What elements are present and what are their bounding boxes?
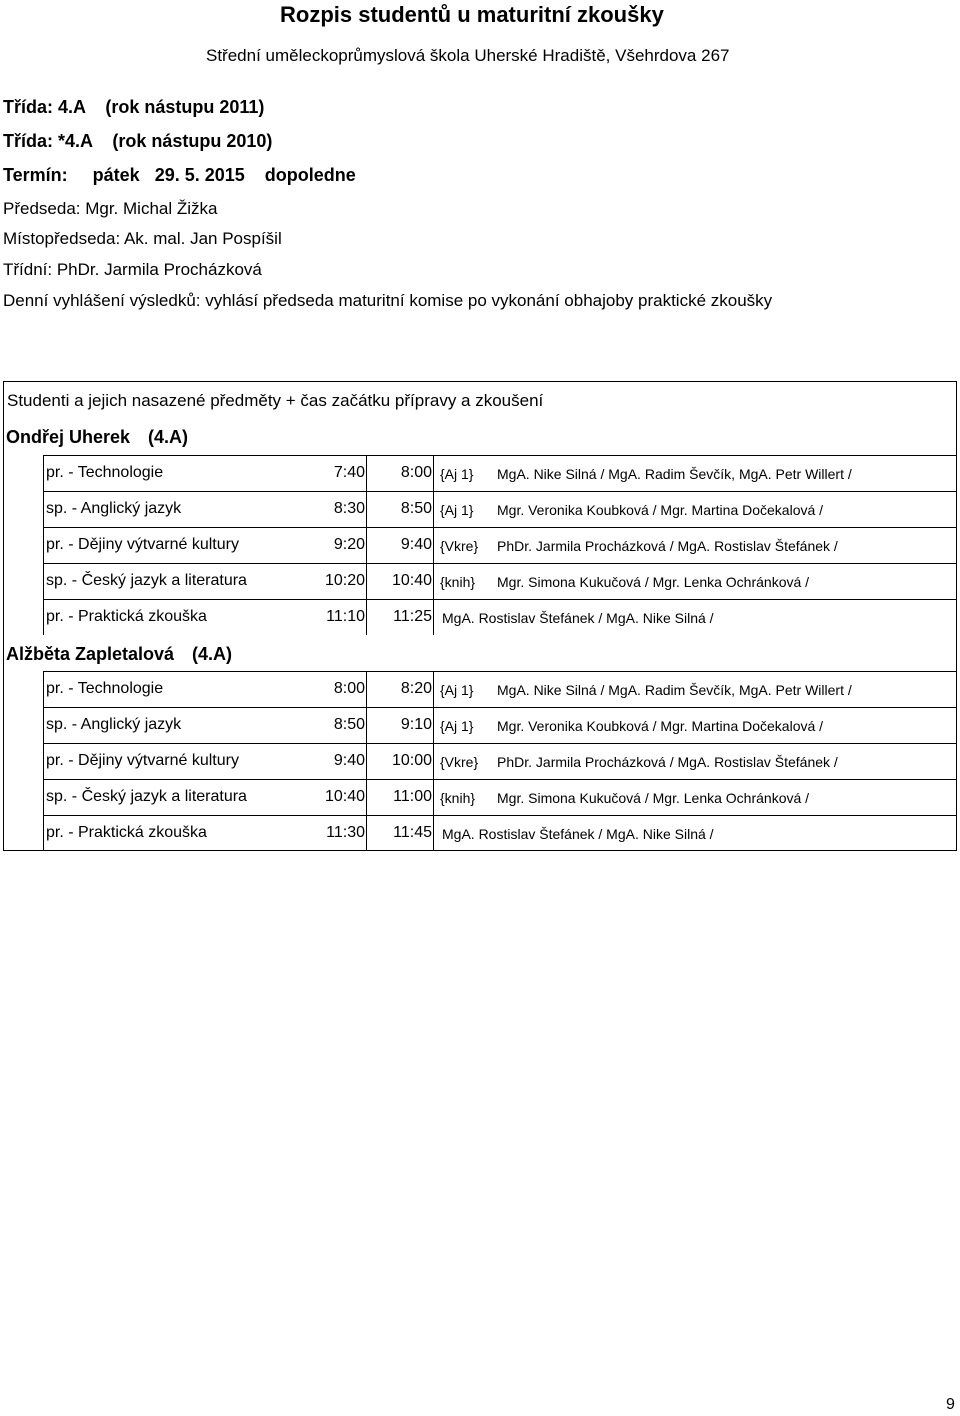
exam-row <box>43 779 957 815</box>
exam-time: 10:40 <box>391 572 432 589</box>
exam-time: 8:50 <box>400 500 432 517</box>
student-name-text: Ondřej Uherek <box>6 427 131 447</box>
prep-time: 11:30 <box>326 824 365 841</box>
exam-teachers: PhDr. Jarmila Procházková / MgA. Rostislav Štefánek / <box>497 538 838 554</box>
student-name-text: Alžběta Zapletalová <box>6 644 175 664</box>
exam-row <box>43 671 957 707</box>
exam-teachers: MgA. Nike Silná / MgA. Radim Ševčík, MgA. Petr Willert / <box>497 466 852 482</box>
student-class: (4.A) <box>148 427 189 447</box>
exam-time: 11:45 <box>393 824 432 841</box>
exam-teachers: MgA. Rostislav Štefánek / MgA. Nike Silná / <box>442 610 714 626</box>
exam-time: 9:40 <box>400 536 432 553</box>
exam-subject: sp. - Český jazyk a literatura <box>46 572 247 589</box>
exam-room: {knih} <box>440 574 476 590</box>
exam-room: {Aj 1} <box>440 718 474 734</box>
exam-teachers: MgA. Rostislav Štefánek / MgA. Nike Silná / <box>442 826 714 842</box>
class-line-2: Třída: *4.A (rok nástupu 2010) <box>3 131 273 151</box>
document-title: Rozpis studentů u maturitní zkoušky <box>280 2 664 27</box>
prep-time: 9:40 <box>333 752 365 769</box>
exam-room: {Aj 1} <box>440 466 474 482</box>
exam-subject: sp. - Český jazyk a literatura <box>46 788 247 805</box>
student-name <box>6 644 306 665</box>
exam-room: {Vkre} <box>440 754 479 770</box>
exam-teachers: PhDr. Jarmila Procházková / MgA. Rostislav Štefánek / <box>497 754 838 770</box>
prep-time: 9:20 <box>333 536 365 553</box>
exam-row <box>43 491 957 527</box>
prep-time: 8:50 <box>333 716 365 733</box>
school-subtitle: Střední uměleckoprůmyslová škola Uherské Hradiště, Všehrdova 267 <box>206 46 730 65</box>
page-number: 9 <box>946 1396 955 1413</box>
exam-room: {Aj 1} <box>440 682 474 698</box>
exam-time: 10:00 <box>391 752 432 769</box>
vice-chairman-line: Místopředseda: Ak. mal. Jan Pospíšil <box>3 229 282 248</box>
exam-teachers: Mgr. Simona Kukučová / Mgr. Lenka Ochránková / <box>497 790 810 806</box>
exam-time: 8:20 <box>400 680 432 697</box>
exam-subject: sp. - Anglický jazyk <box>46 716 182 733</box>
prep-time: 10:20 <box>324 572 365 589</box>
exam-subject: pr. - Dějiny výtvarné kultury <box>46 536 239 553</box>
exam-time: 9:10 <box>400 716 432 733</box>
exam-row <box>43 599 957 635</box>
exam-subject: pr. - Praktická zkouška <box>46 824 207 841</box>
exam-room: {Vkre} <box>440 538 479 554</box>
exam-time: 11:00 <box>393 788 432 805</box>
schedule-table <box>3 381 957 851</box>
exam-row <box>43 563 957 599</box>
student-class: (4.A) <box>192 644 233 664</box>
exam-teachers: MgA. Nike Silná / MgA. Radim Ševčík, MgA. Petr Willert / <box>497 682 852 698</box>
exam-teachers: Mgr. Veronika Koubková / Mgr. Martina Dočekalová / <box>497 502 824 518</box>
prep-time: 10:40 <box>324 788 365 805</box>
class-line-1: Třída: 4.A (rok nástupu 2011) <box>3 97 265 117</box>
prep-time: 8:00 <box>333 680 365 697</box>
exam-room: {Aj 1} <box>440 502 474 518</box>
term-line: Termín: pátek 29. 5. 2015 dopoledne <box>3 165 356 185</box>
prep-time: 8:30 <box>333 500 365 517</box>
exam-subject: pr. - Dějiny výtvarné kultury <box>46 752 239 769</box>
exam-row <box>43 455 957 491</box>
exam-subject: pr. - Technologie <box>46 680 164 697</box>
section-title: Studenti a jejich nasazené předměty + čas začátku přípravy a zkoušení <box>7 391 544 410</box>
exam-room: {knih} <box>440 790 476 806</box>
exam-subject: sp. - Anglický jazyk <box>46 500 182 517</box>
exam-time: 8:00 <box>400 464 432 481</box>
exam-subject: pr. - Praktická zkouška <box>46 608 207 625</box>
exam-teachers: Mgr. Veronika Koubková / Mgr. Martina Dočekalová / <box>497 718 824 734</box>
exam-subject: pr. - Technologie <box>46 464 164 481</box>
class-teacher-line: Třídní: PhDr. Jarmila Procházková <box>3 260 262 279</box>
prep-time: 11:10 <box>326 608 365 625</box>
exam-teachers: Mgr. Simona Kukučová / Mgr. Lenka Ochránková / <box>497 574 810 590</box>
exam-row <box>43 743 957 779</box>
exam-row <box>43 815 957 851</box>
prep-time: 7:40 <box>333 464 365 481</box>
exam-time: 11:25 <box>393 608 432 625</box>
exam-row <box>43 707 957 743</box>
chairman-line: Předseda: Mgr. Michal Žižka <box>3 199 218 218</box>
results-announcement-line: Denní vyhlášení výsledků: vyhlásí předseda maturitní komise po vykonání obhajoby praktické zkoušky <box>3 291 773 310</box>
student-name <box>6 427 188 448</box>
exam-row <box>43 527 957 563</box>
